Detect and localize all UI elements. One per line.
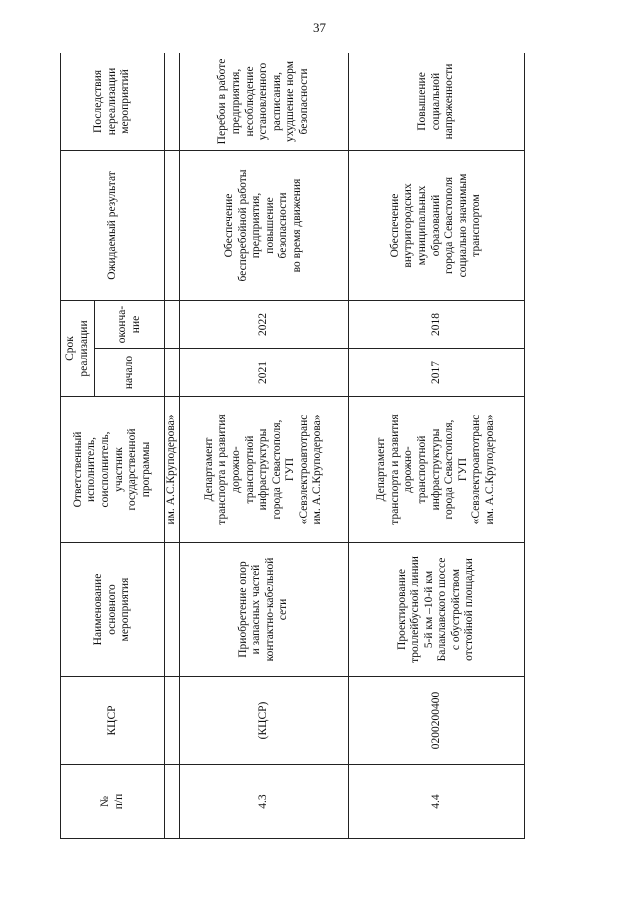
header-name: Наименование основного мероприятия bbox=[61, 543, 165, 677]
header-end: оконча- ние bbox=[95, 300, 165, 348]
rotated-table-frame bbox=[60, 53, 525, 839]
table-row bbox=[348, 53, 524, 839]
row-start: 2017 bbox=[348, 349, 524, 397]
row-responsible: Департамент транспорта и развития дорожно- транспортной инфраструктуры города Севастополя, ГУП «Севэлектроавтотранс им. А.С.Круподерова» bbox=[180, 397, 348, 543]
row-end: 2022 bbox=[180, 300, 348, 348]
header-start: начало bbox=[95, 349, 165, 397]
carry-over-row bbox=[165, 53, 180, 839]
row-result: Обеспечение внутригородских муниципальных образований города Севастополя социально значимым транспортом bbox=[348, 150, 524, 300]
header-kcsr: КЦСР bbox=[61, 677, 165, 765]
row-name: Приобретение опор и запасных частей контактно-кабельной сети bbox=[180, 543, 348, 677]
row-num: 4.4 bbox=[348, 765, 524, 839]
row-kcsr: 0200200400 bbox=[348, 677, 524, 765]
header-row bbox=[61, 53, 95, 839]
carry-responsible: им. А.С.Круподерова» bbox=[165, 397, 180, 543]
carry-end bbox=[165, 300, 180, 348]
header-consequences: Последствия нереализации мероприятий bbox=[61, 53, 165, 150]
row-start: 2021 bbox=[180, 349, 348, 397]
header-responsible: Ответственный исполнитель, соисполнитель, участник государственной программы bbox=[61, 397, 165, 543]
row-consequences: Перебои в работе предприятия, несоблюдение установленного расписания, ухудшение норм безопасности bbox=[180, 53, 348, 150]
carry-kcsr bbox=[165, 677, 180, 765]
header-result: Ожидаемый результат bbox=[61, 150, 165, 300]
table-container bbox=[60, 53, 525, 839]
header-term: Срок реализации bbox=[61, 300, 95, 396]
row-result: Обеспечение бесперебойной работы предприятия, повышение безопасности во время движения bbox=[180, 150, 348, 300]
carry-consequences bbox=[165, 53, 180, 150]
carry-num bbox=[165, 765, 180, 839]
row-name: Проектирование троллейбусной линии 5-й км –10-й км Балаклавского шоссе с обустройством отстойной площадки bbox=[348, 543, 524, 677]
row-responsible: Департамент транспорта и развития дорожно- транспортной инфраструктуры города Севастополя, ГУП «Севэлектроавтотранс им. А.С.Круподерова» bbox=[348, 397, 524, 543]
page-number: 37 bbox=[313, 20, 326, 35]
row-kcsr: (КЦСР) bbox=[180, 677, 348, 765]
header-num: № п/п bbox=[61, 765, 165, 839]
row-consequences: Повышение социальной напряженности bbox=[348, 53, 524, 150]
table-row bbox=[180, 53, 348, 839]
carry-name bbox=[165, 543, 180, 677]
row-num: 4.3 bbox=[180, 765, 348, 839]
row-end: 2018 bbox=[348, 300, 524, 348]
carry-result bbox=[165, 150, 180, 300]
measures-table bbox=[60, 53, 525, 839]
carry-start bbox=[165, 349, 180, 397]
